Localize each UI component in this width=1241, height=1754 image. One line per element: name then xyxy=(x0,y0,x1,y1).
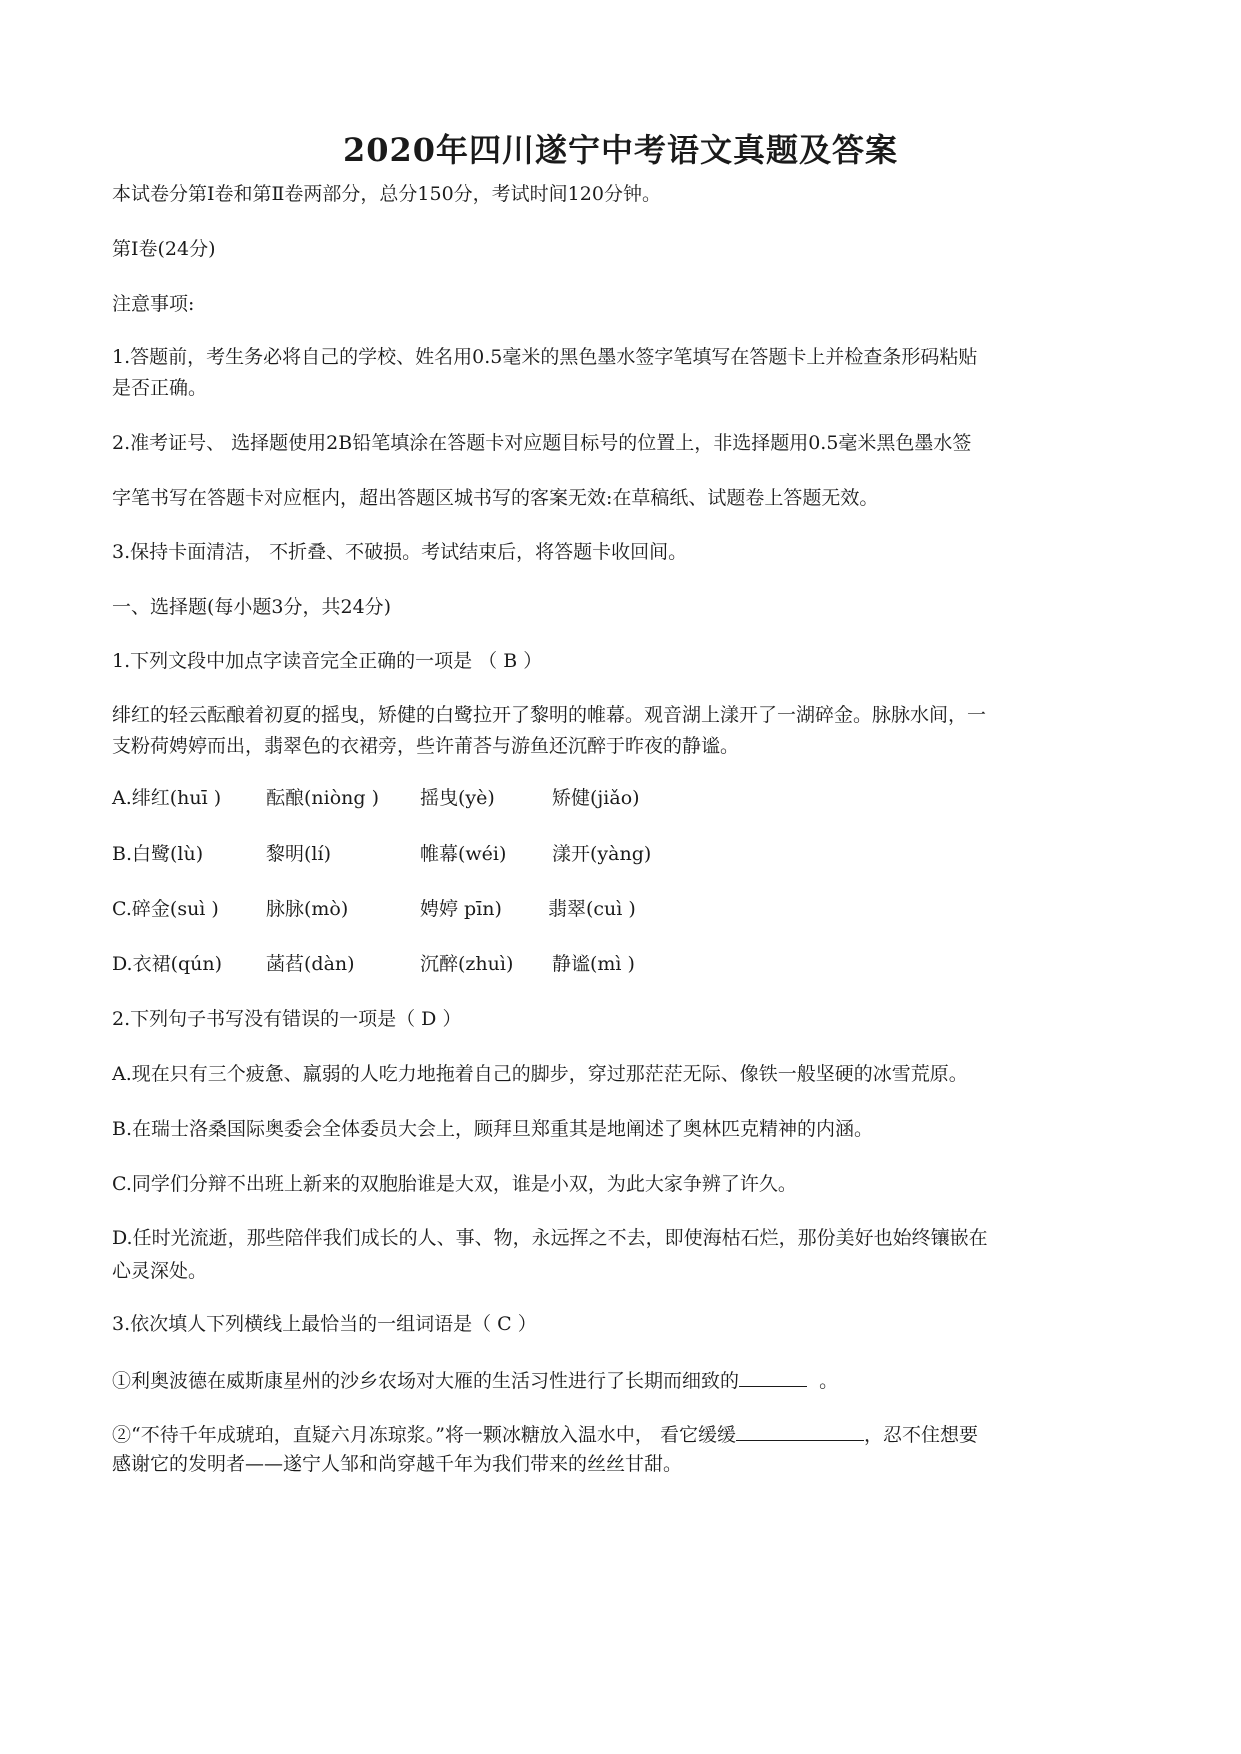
notice-1-line-1: 1.答题前，考生务必将自己的学校、姓名用0.5毫米的黑色墨水签字笔填写在答题卡上并检查条形码粘贴 xyxy=(112,346,978,368)
q3-s1-text: ①利奥波德在威斯康星州的沙乡农场对大雁的生活习性进行了长期而细致的 xyxy=(112,1370,740,1392)
q1-option-c-4: 翡翠(cuì ) xyxy=(548,898,636,920)
q1-passage-line-2: 支粉荷娉婷而出，翡翠色的衣裙旁，些许莆荅与游鱼还沉醉于昨夜的静谧。 xyxy=(112,735,740,757)
q1-option-b-1: B.白鹭(lù) xyxy=(112,843,204,865)
q1-stem: 1.下列文段中加点字读音完全正确的一项是 （ B ） xyxy=(112,650,543,672)
q3-s2-blank xyxy=(736,1420,864,1441)
q1-option-d-3: 沉醉(zhuì) xyxy=(420,953,514,975)
q1-option-c-1: C.碎金(suì ) xyxy=(112,898,219,920)
notice-2-line-2: 字笔书写在答题卡对应框内，超出答题区城书写的客案无效:在草稿纸、试题卷上答题无效。 xyxy=(112,487,879,509)
q2-option-d-line-2: 心灵深处。 xyxy=(112,1260,208,1282)
q1-option-d-4: 静谧(mì ) xyxy=(552,953,635,975)
q3-sentence-2-line-2: 感谢它的发明者——遂宁人邹和尚穿越千年为我们带来的丝丝甘甜。 xyxy=(112,1453,683,1475)
q2-option-b: B.在瑞士洛桑国际奥委会全体委员大会上，顾拜旦郑重其是地阐述了奥林匹克精神的内涵。 xyxy=(112,1118,874,1140)
q3-s1-blank xyxy=(739,1366,807,1387)
page-title: 2020年四川遂宁中考语文真题及答案 xyxy=(342,131,899,169)
q1-option-b-3: 帷幕(wéi) xyxy=(420,843,507,865)
q1-option-b-4: 漾开(yàng) xyxy=(552,843,652,865)
notice-heading: 注意事项: xyxy=(112,293,195,315)
q2-option-c: C.同学们分辩不出班上新来的双胞胎谁是大双，谁是小双，为此大家争辨了许久。 xyxy=(112,1173,797,1195)
q3-s2-text: ②“不待千年成琥珀，直疑六月冻琼浆。”将一颗冰糖放入温水中， 看它缓缓 xyxy=(112,1424,736,1446)
q1-option-a-3: 摇曳(yè) xyxy=(420,787,495,809)
q1-passage-line-1: 绯红的轻云酝酿着初夏的摇曳，矫健的白鹭拉开了黎明的帷幕。观音湖上漾开了一湖碎金。脉脉水间，一 xyxy=(112,704,987,726)
q1-option-c-2: 脉脉(mò) xyxy=(266,898,349,920)
notice-3: 3.保持卡面清洁， 不折叠、不破损。考试结束后，将答题卡收回间。 xyxy=(112,541,688,563)
q3-s2-end: ，忍不住想要 xyxy=(863,1424,978,1446)
q2-option-d-line-1: D.任时光流逝，那些陪伴我们成长的人、事、物，永远挥之不去，即使海枯石烂，那份美好也始终镶嵌在 xyxy=(112,1227,988,1249)
q1-option-a-2: 酝酿(niòng ) xyxy=(266,787,380,809)
notice-2-line-1: 2.准考证号、 选择题使用2B铅笔填涂在答题卡对应题目标号的位置上，非选择题用0.5毫米黑色墨水签 xyxy=(112,432,972,454)
q1-option-b-2: 黎明(lí) xyxy=(266,843,331,865)
q1-option-c-3: 娉婷 pīn) xyxy=(420,898,502,920)
notice-1-line-2: 是否正确。 xyxy=(112,377,208,399)
q3-stem: 3.依次填人下列横线上最恰当的一组词语是（ C ） xyxy=(112,1313,537,1335)
q3-sentence-1 xyxy=(112,1366,1132,1394)
q1-option-a-4: 矫健(jiǎo) xyxy=(552,787,640,809)
q3-s1-end: 。 xyxy=(819,1370,839,1392)
q3-sentence-2-line-1 xyxy=(112,1420,1132,1448)
section-1-heading: 一、选择题(每小题3分，共24分) xyxy=(112,596,392,618)
q1-option-a-1: A.绯红(huī ) xyxy=(112,787,222,809)
q2-option-a: A.现在只有三个疲惫、羸弱的人吃力地拖着自己的脚步，穿过那茫茫无际、像铁一般坚硬的冰雪荒原。 xyxy=(112,1063,968,1085)
intro-text: 本试卷分第Ⅰ卷和第Ⅱ卷两部分，总分150分，考试时间120分钟。 xyxy=(112,183,661,205)
q1-option-d-1: D.衣裙(qún) xyxy=(112,953,223,975)
q2-stem: 2.下列句子书写没有错误的一项是（ D ） xyxy=(112,1008,462,1030)
q1-option-d-2: 菡萏(dàn) xyxy=(266,953,355,975)
part1-heading: 第Ⅰ卷(24分) xyxy=(112,238,216,260)
